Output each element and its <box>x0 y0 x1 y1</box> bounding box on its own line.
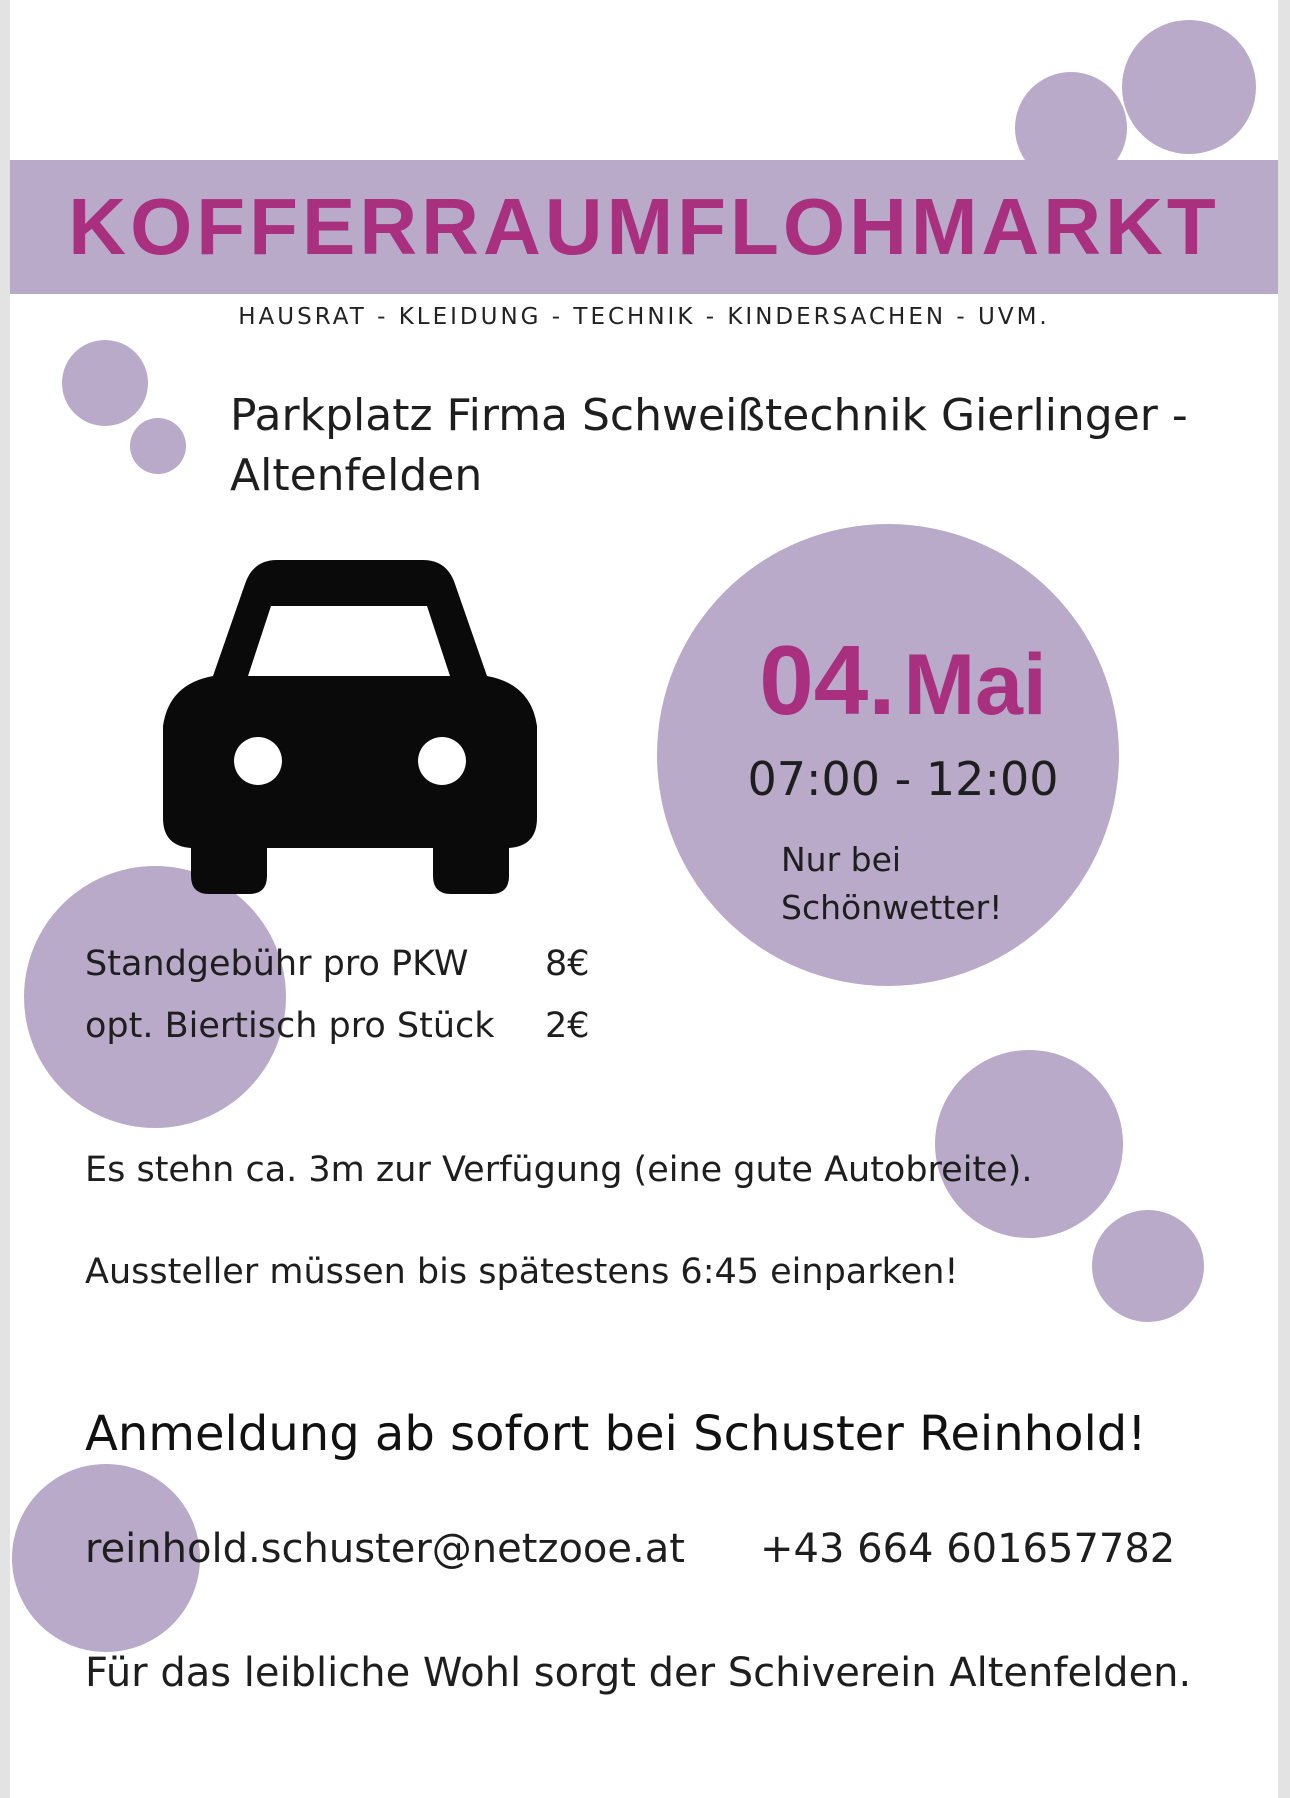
date-day: 04 <box>759 625 869 735</box>
space-info: Es stehn ca. 3m zur Verfügung (eine gute Autobreite). <box>85 1150 1033 1190</box>
contact-phone[interactable]: +43 664 601657782 <box>760 1526 1176 1572</box>
page-title: KOFFERRAUMFLOHMARKT <box>68 182 1220 271</box>
decor-circle-right-lower <box>1092 1210 1204 1322</box>
decor-circle-fees <box>24 866 286 1128</box>
decor-circle-left-top <box>62 340 148 426</box>
fee-label-stand: Standgebühr pro PKW <box>85 944 469 984</box>
weather-note <box>781 836 1101 932</box>
registration-heading: Anmeldung ab sofort bei Schuster Reinhold! <box>85 1406 1147 1462</box>
fee-label-table: opt. Biertisch pro Stück <box>85 1006 495 1046</box>
fee-price-table: 2€ <box>545 1006 590 1046</box>
weather-note-line-1: Nur bei <box>781 840 902 879</box>
event-date <box>678 625 1128 760</box>
car-icon <box>153 556 547 894</box>
category-subtitle: HAUSRAT - KLEIDUNG - TECHNIK - KINDERSACHEN - UVM. <box>238 304 1050 330</box>
contact-email[interactable]: reinhold.schuster@netzooe.at <box>85 1526 685 1572</box>
date-line <box>678 625 1128 760</box>
catering-note: Für das leibliche Wohl sorgt der Schiverein Altenfelden. <box>85 1650 1192 1696</box>
location-line-2: Altenfelden <box>230 450 483 501</box>
event-time: 07:00 - 12:00 <box>747 752 1059 806</box>
date-dot: . <box>868 625 896 735</box>
flyer-page <box>10 0 1278 1798</box>
arrival-info: Aussteller müssen bis spätestens 6:45 einparken! <box>85 1252 959 1292</box>
weather-note-line-2: Schönwetter! <box>781 888 1003 927</box>
location-line-1: Parkplatz Firma Schweißtechnik Gierlinger - <box>230 390 1188 441</box>
event-location <box>230 386 1230 506</box>
date-month: Mai <box>903 637 1047 733</box>
fee-price-stand: 8€ <box>545 944 590 984</box>
decor-circle-left-small <box>130 418 186 474</box>
decor-circle-top-right-large <box>1122 20 1256 154</box>
decor-circle-right-middle <box>935 1050 1123 1238</box>
